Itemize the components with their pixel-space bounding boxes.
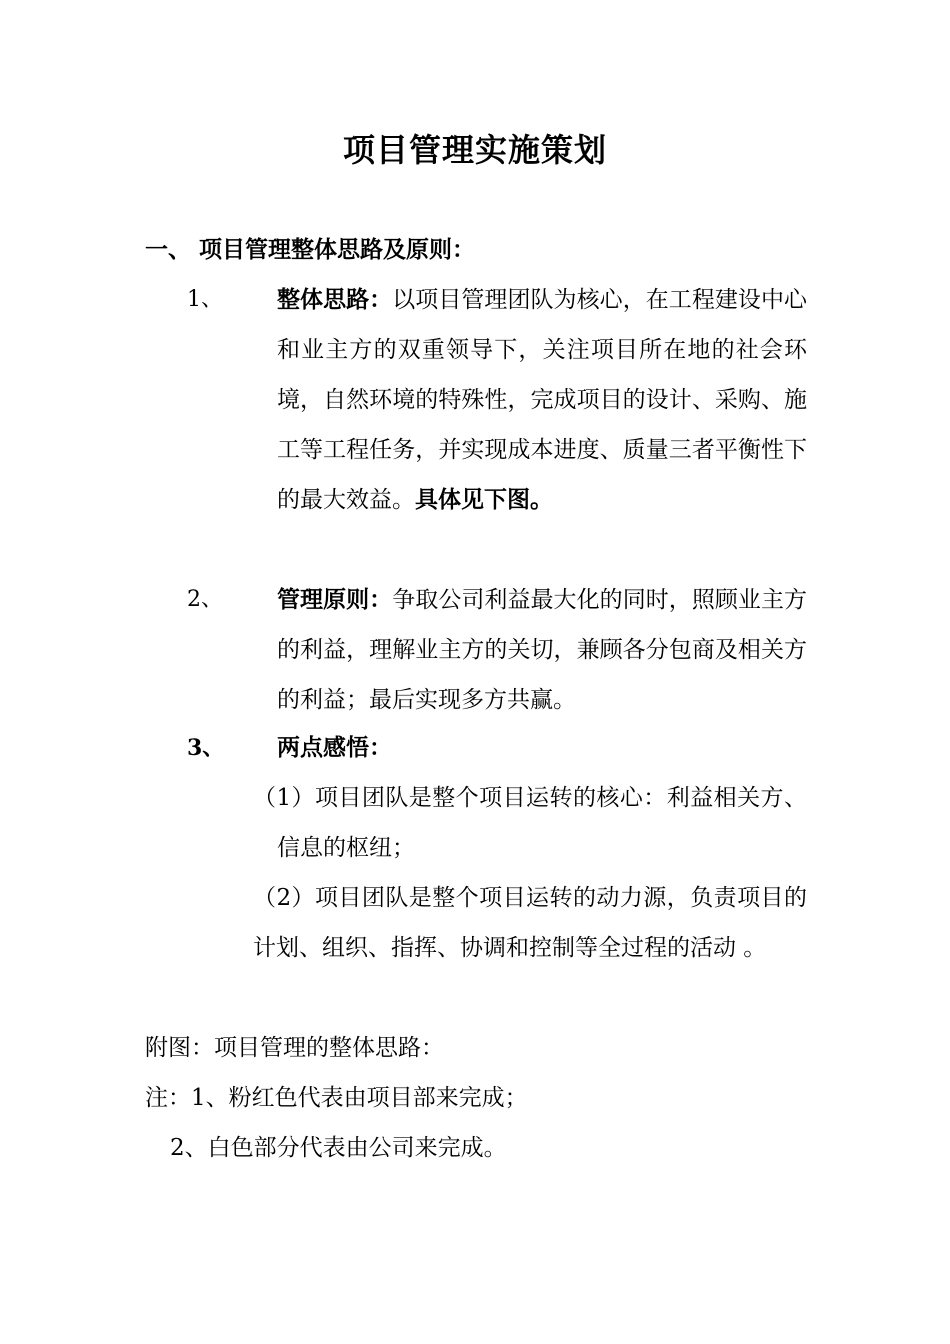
- item-text: 以项目管理团队为核心，在工程建设中心和业主方的双重领导下，关注项目所在地的社会环境，自然环境的特殊性，完成项目的设计、采购、施工等工程任务，并实现成本进度、质量三者平衡性下的最大效益。: [277, 287, 808, 513]
- item-label: 整体思路：: [277, 286, 393, 313]
- note-line: 注：1、粉红色代表由项目部来完成；: [145, 1085, 528, 1111]
- item-emphasis: 具体见下图。: [415, 486, 553, 513]
- insight-item: （2）项目团队是整个项目运转的动力源，负责项目的计划、组织、指挥、协调和控制等全过程的活动 。: [253, 885, 807, 961]
- note-line: 2、白色部分代表由公司来完成。: [170, 1135, 507, 1161]
- section-heading: 一、 项目管理整体思路及原则：: [145, 236, 476, 263]
- appendix-caption: 附图：项目管理的整体思路：: [145, 1035, 444, 1061]
- item-label: 两点感悟：: [277, 734, 392, 761]
- item-number: 1、: [187, 287, 223, 312]
- item-number: 3、: [187, 735, 225, 761]
- insight-text: （1）项目团队是整个项目运转的核心：利益相关方、信息的枢纽；: [253, 785, 807, 861]
- item-number: 2、: [187, 587, 223, 612]
- page-title: 项目管理实施策划: [342, 131, 607, 169]
- item-paragraph: [277, 275, 807, 525]
- item-text: 争取公司利益最大化的同时，照顾业主方的利益，理解业主方的关切，兼顾各分包商及相关方的利益；最后实现多方共赢。: [277, 587, 808, 713]
- item-paragraph: [277, 575, 807, 725]
- item-label: 管理原则：: [277, 586, 393, 613]
- insight-item: [253, 773, 807, 873]
